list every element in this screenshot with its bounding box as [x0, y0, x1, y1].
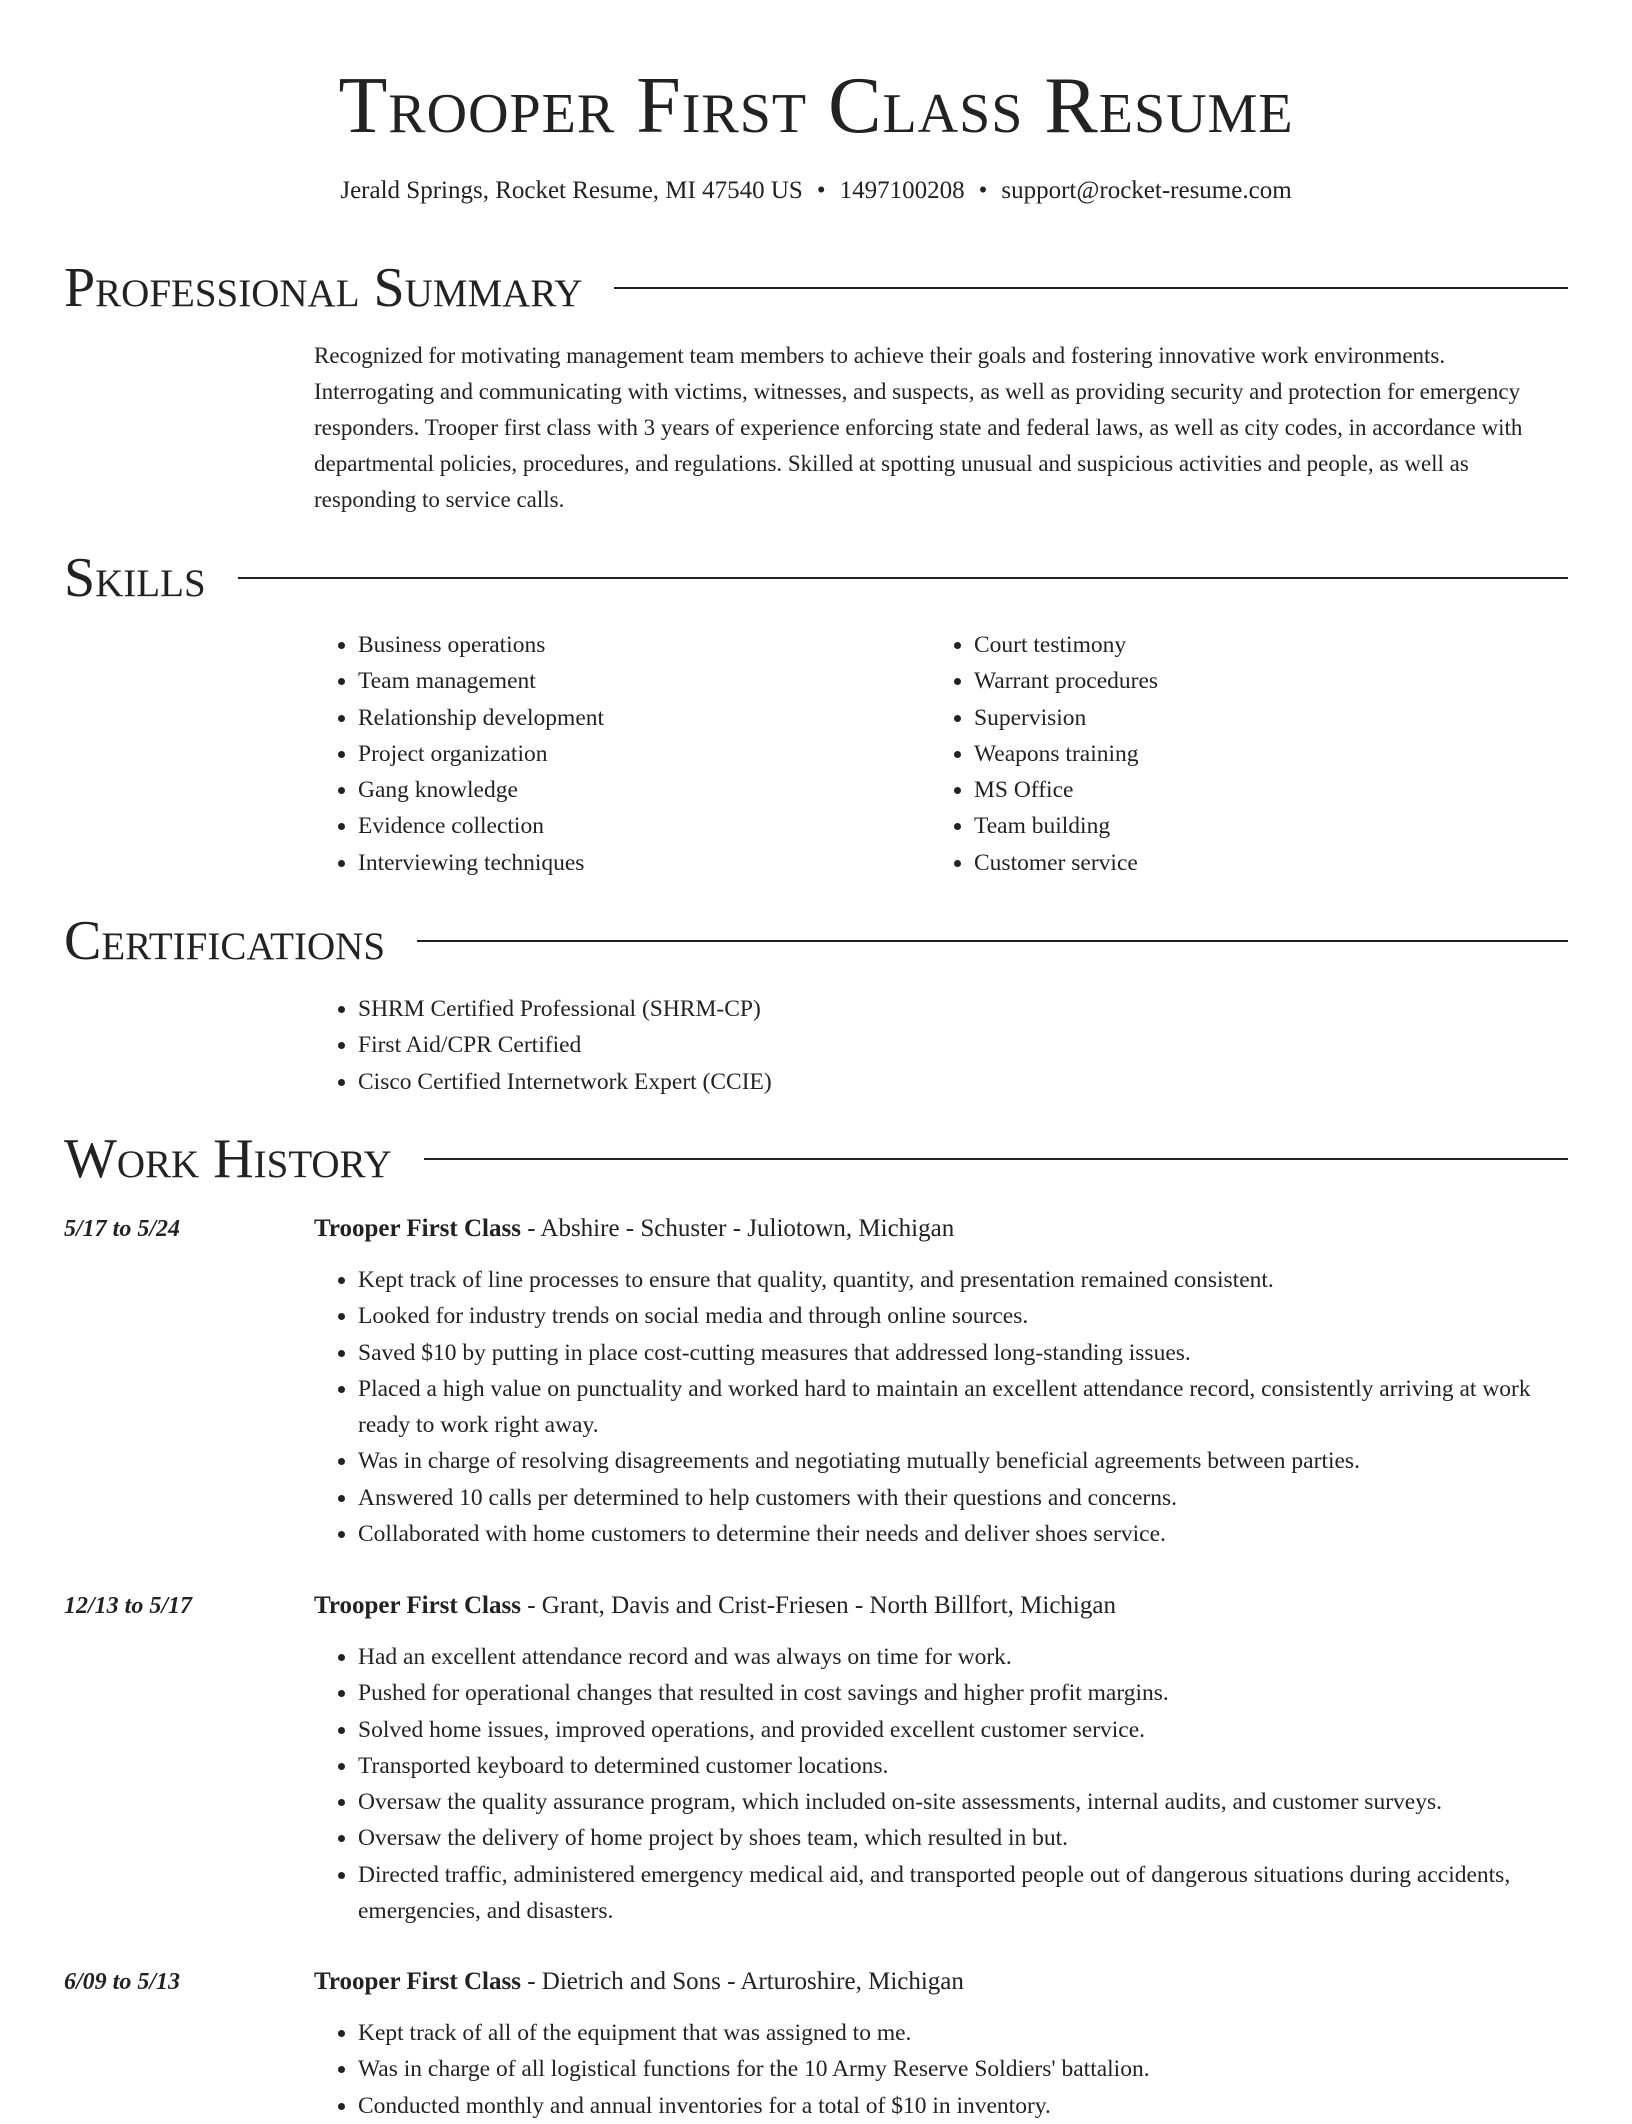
job-bullet: • Oversaw the delivery of home project by shoes team, which resulted in but. [358, 1820, 1568, 1856]
skill-item: • Project organization [358, 736, 914, 772]
job-bullet: • Looked for industry trends on social media and through online sources. [358, 1298, 1568, 1334]
job-bullet: • Transported keyboard to determined customer locations. [358, 1748, 1568, 1784]
skill-item: • Court testimony [974, 627, 1530, 663]
skill-item: • Relationship development [358, 700, 914, 736]
job-bullets [314, 2015, 1568, 2124]
job-header [314, 1589, 1568, 1623]
job-bullet: • Pushed for operational changes that resulted in cost savings and higher profit margins. [358, 1675, 1568, 1711]
job-bullets [314, 1639, 1568, 1929]
certification-item: • SHRM Certified Professional (SHRM-CP) [358, 991, 1568, 1027]
skills-right-column [930, 627, 1530, 881]
job-bullet: • Kept track of all of the equipment that was assigned to me. [358, 2015, 1568, 2051]
job-bullet: • Was in charge of all logistical functions for the 10 Army Reserve Soldiers' battalion. [358, 2051, 1568, 2087]
job-dates: 6/09 to 5/13 [64, 1969, 181, 1995]
job-bullet: • Was in charge of resolving disagreements and negotiating mutually beneficial agreements between parties. [358, 1443, 1568, 1479]
work-history-heading [64, 1127, 1568, 1191]
skill-item: • Warrant procedures [974, 663, 1530, 699]
section-divider [238, 577, 1568, 579]
certifications-block [314, 991, 1568, 1100]
job-bullet: • Conducted monthly and annual inventories for a total of $10 in inventory. [358, 2088, 1568, 2124]
resume-title: Trooper First Class Resume [338, 62, 1294, 150]
skill-item: • MS Office [974, 772, 1530, 808]
certification-item: • Cisco Certified Internetwork Expert (CCIE) [358, 1064, 1568, 1100]
section-title: Skills [64, 547, 206, 609]
job-company: - Dietrich and Sons - Arturoshire, Michigan [520, 1968, 964, 1995]
skill-item: • Business operations [358, 627, 914, 663]
job-title: Trooper First Class [314, 1215, 521, 1242]
separator-dot: • [978, 177, 988, 204]
job-bullet: • Had an excellent attendance record and was always on time for work. [358, 1639, 1568, 1675]
section-title: Certifications [64, 910, 386, 972]
skill-item: • Customer service [974, 845, 1530, 881]
skill-item: • Team building [974, 808, 1530, 844]
job-bullet: • Solved home issues, improved operations, and provided excellent customer service. [358, 1712, 1568, 1748]
email: support@rocket-resume.com [1001, 177, 1292, 204]
skill-item: • Team management [358, 663, 914, 699]
skills-heading [64, 546, 1568, 610]
job-title: Trooper First Class [314, 1968, 521, 1995]
job-bullets [314, 1262, 1568, 1552]
job-company: - Grant, Davis and Crist-Friesen - North Billfort, Michigan [520, 1592, 1116, 1619]
separator-dot: • [816, 177, 826, 204]
job-header [314, 1212, 1568, 1246]
job-bullet: • Directed traffic, administered emergency medical aid, and transported people out of dangerous situations during accidents, emergencies, and disasters. [358, 1857, 1568, 1930]
job-company: - Abshire - Schuster - Juliotown, Michigan [520, 1215, 955, 1242]
certifications-heading [64, 909, 1568, 973]
job-bullet: • Oversaw the quality assurance program, which included on-site assessments, internal audits, and customer surveys. [358, 1784, 1568, 1820]
skills-list [930, 627, 1530, 881]
job-bullet: • Collaborated with home customers to determine their needs and deliver shoes service. [358, 1516, 1568, 1552]
summary-heading [64, 256, 1568, 320]
skill-item: • Interviewing techniques [358, 845, 914, 881]
skill-item: • Supervision [974, 700, 1530, 736]
contact-line [0, 174, 1632, 208]
skills-left-column [314, 627, 914, 881]
skills-list [314, 627, 914, 881]
job-bullet: • Answered 10 calls per determined to help customers with their questions and concerns. [358, 1480, 1568, 1516]
section-divider [417, 940, 1568, 942]
job-title: Trooper First Class [314, 1592, 521, 1619]
certifications-list [314, 991, 1568, 1100]
certification-item: • First Aid/CPR Certified [358, 1027, 1568, 1063]
address: Jerald Springs, Rocket Resume, MI 47540 US [340, 177, 803, 204]
job-dates: 12/13 to 5/17 [64, 1593, 193, 1619]
job-bullet: • Placed a high value on punctuality and worked hard to maintain an excellent attendance record, consistently arriving at work ready to work right away. [358, 1371, 1568, 1444]
section-divider [424, 1158, 1568, 1160]
skill-item: • Weapons training [974, 736, 1530, 772]
section-title: Professional Summary [64, 257, 583, 319]
job-bullet: • Kept track of line processes to ensure that quality, quantity, and presentation remained consistent. [358, 1262, 1568, 1298]
section-title: Work History [64, 1128, 392, 1190]
summary-text: Recognized for motivating management team members to achieve their goals and fostering innovative work environments. Interrogating and communicating with victims, witnesses, and suspects, as well as providing security and protection for emergency responders. Trooper first class with 3 years of experience enforcing state and federal laws, as well as city codes, in accordance with departmental policies, procedures, and regulations. Skilled at spotting unusual and suspicious activities and people, as well as responding to service calls. [314, 343, 1523, 512]
job-dates: 5/17 to 5/24 [64, 1216, 181, 1242]
summary-block [314, 338, 1568, 518]
skill-item: • Gang knowledge [358, 772, 914, 808]
skill-item: • Evidence collection [358, 808, 914, 844]
job-header [314, 1965, 1568, 1999]
section-divider [614, 287, 1568, 289]
phone: 1497100208 [839, 177, 965, 204]
job-bullet: • Saved $10 by putting in place cost-cutting measures that addressed long-standing issues. [358, 1335, 1568, 1371]
